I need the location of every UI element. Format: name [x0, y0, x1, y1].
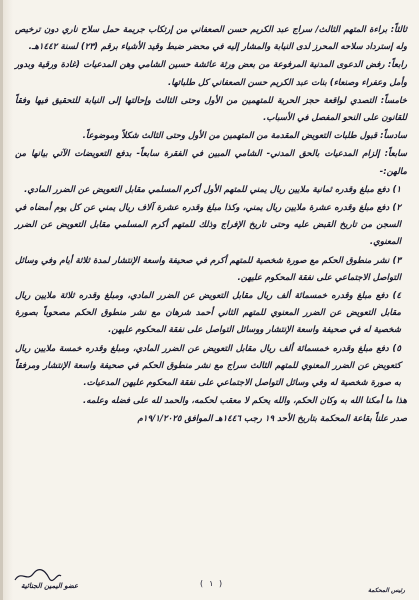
- paragraph-fourth: رابعاً: رفض الدعوى المدنية المرفوعة من بعض ورثة عائشة حسين الشامي وهن المدعيات (غادة ورقية وبدور وأمل وعفراء وصنعاء) بنات عبد الكريم حسن الصعفاني كل طلباتها.: [15, 60, 407, 88]
- page-footer: [3, 568, 419, 594]
- right-signature: رئيس المحكمة: [368, 587, 405, 594]
- item-5: ٥) دفع مبلغ وقدره خمسمائة ألف ريال مقابل التعويض عن الضرر المادي، ومبلغ وقدره خمسة ملايين ريال كتعويض عن الضرر المعنوي للمتهم الثالث سراج مع نشر منطوق الحكم في صحيفة واسعة الإنتشار ومرفقاً به صورة شخصية له وفي وسائل التواصل الاجتماعي على نفقة المحكوم عليهن المدعيات.: [15, 343, 401, 389]
- item-3: ٣) نشر منطوق الحكم مع صورة شخصية للمتهم أكرم في صحيفة واسعة الإنتشار لمدة ثلاثة أيام وفي وسائل التواصل الاجتماعي على نفقة المحكوم عليهن.: [15, 255, 401, 283]
- item-4: ٤) دفع مبلغ وقدره خمسمائة ألف ريال مقابل التعويض عن الضرر المادي، ومبلغ وقدره ثلاثة ملايين ريال مقابل التعويض عن الضرر المعنوي للمتهم الثاني أحمد شرهان مع نشر منطوق الحكم مصحوباً بصورة شخصية له في صحيفة واسعة الإنتشار ووسائل التواصل على نفقة المحكوم عليهن.: [15, 291, 401, 336]
- paragraph-sixth: سادساً: قبول طلبات التعويض المقدمة من المتهمين من الأول وحتى الثالث شكلاً وموضوعاً.: [82, 131, 407, 142]
- paragraph-seventh: سابعاً: إلزام المدعيات بالحق المدني- الشامي المبين في الفقرة سابعاً- بدفع التعويضات الآتي بيانها من مالهن:-: [15, 149, 407, 177]
- item-1: ١) دفع مبلغ وقدره ثمانية ملايين ريال يمني للمتهم الأول أكرم المسلمي مقابل التعويض عن الضرر المادي.: [24, 184, 401, 195]
- closing-statement: هذا ما أمكنا الله به وكان الحكم، والله يحكم لا معقب لحكمه، والحمد لله على فضله وعلمه.: [83, 396, 407, 407]
- judgment-body: [15, 22, 407, 429]
- left-signature: عضو اليمين الجنائية: [21, 582, 79, 590]
- issued-date-line: صدر علناً بقاعة المحكمة بتاريخ الأحد ١٩ رجب ١٤٤٦هـ الموافق ١٩/١/٢٠٢٥م: [137, 414, 407, 425]
- item-2: ٢) دفع مبلغ وقدره عشرة ملايين ريال يمني، وكذا مبلغ وقدره عشرة آلاف ريال يمني عن كل يوم أمضاه في السجن من تاريخ القبض عليه وحتى تاريخ الإفراج وذلك للمتهم أكرم المسلمي مقابل التعويض عن الضرر المعنوي.: [15, 203, 401, 248]
- paragraph-third: ثالثاً: براءة المتهم الثالث/ سراج عبد الكريم حسن الصعفاني من إرتكاب جريمة حمل سلاح ناري دون ترخيص وله إسترداد سلاحه المحرز لدى النيابة والمشار إليه في محضر ضبط وقيد الأشياء برقم (٢٣) لسنة ١٤٤٢هـ.: [15, 25, 407, 53]
- paragraph-fifth: خامساً: التصدي لواقعة حجز الحرية للمتهمين من الأول وحتى الثالث وإحالتها إلى النيابة للتحقيق فيها وفقاً للقانون على النحو المفصل في الأسباب.: [15, 95, 407, 124]
- page-number: ( ١ ): [198, 579, 224, 588]
